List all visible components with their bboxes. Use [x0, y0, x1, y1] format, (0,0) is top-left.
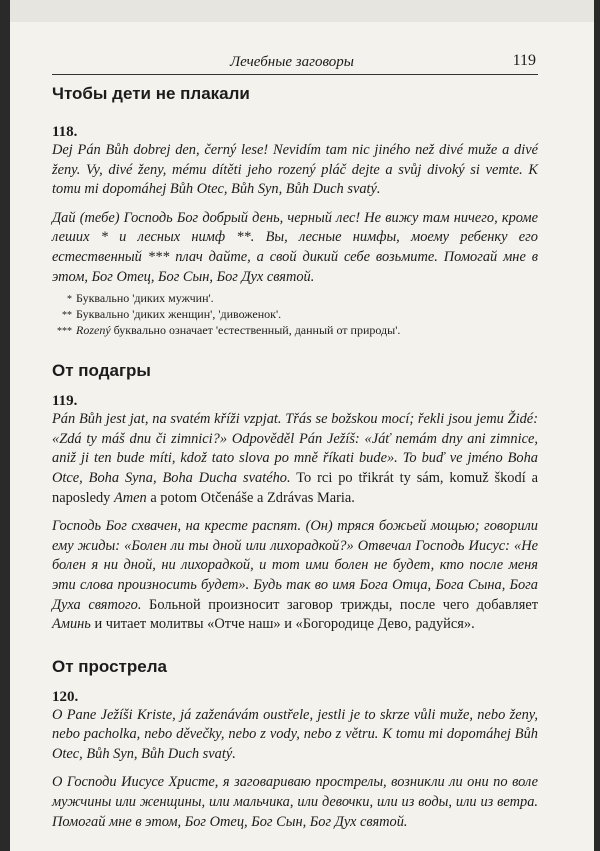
page-number: 119 — [512, 52, 536, 69]
charm-number: 119. — [52, 393, 78, 410]
russian-text: О Господи Иисусе Христе, я заговариваю прострелы, возникли ли они по воле мужчины или женщины, или мальчика, или девочки, или из воды, или из ветра. Помогай мне в этом, Бог Отец, Бог Сын, Бог Дух святой. — [52, 774, 538, 830]
section-title: Чтобы дети не плакали — [52, 84, 250, 103]
footnote: ** Буквально 'диких женщин', 'дивоженок'. — [62, 307, 282, 322]
section-title: От прострела — [52, 656, 167, 676]
czech-text: Pán Bůh jest jat, na svatém kříži vzpjat. Třás se božskou mocí; řekli jsou jemu Židé: «Zdá ty máš dnu či zimnici?» Odpověděl Pán Ježíš: «Jáť nemám dny ani zimnice, aniž ji ten bude míti, kdož tato slova po mně říkati bude». To buď ve jméno Boha Otce, Boha Syna, Boha Ducha svatého. To rci po třikrát ty sám, komuž škodí a naposledy Amen a potom Otčenáše a Zdrávas Maria. — [52, 411, 538, 506]
page-header — [52, 50, 538, 75]
czech-text: Dej Pán Bůh dobrej den, černý lese! Nevidím tam nic jiného než divé muže a divé ženy. Vy, divé ženy, mému dítěti jeho rozený pláč dejte a svůj divoký si vemte. K tomu mi dopomáhej Bůh Otec, Bůh Syn, Bůh Duch svatý. — [52, 142, 538, 198]
charm-number: 118. — [52, 124, 78, 140]
charm-number: 120. — [52, 688, 79, 705]
running-title: Лечебные заговоры — [230, 54, 354, 70]
footnote: *** Rozený буквально означает 'естественный, данный от природы'. — [57, 323, 401, 338]
russian-text: Дай (тебе) Господь Бог добрый день, черный лес! Не вижу там ничего, кроме леших * и лесных нимф **. Вы, лесные нимфы, моему ребенку его естественный *** плач дайте, а свой дикий себе возьмите. Помогай мне в этом, Бог Отец, Бог Сын, Бог Дух святой. — [52, 209, 538, 285]
russian-text: Господь Бог схвачен, на кресте распят. (Он) тряся божьей мощью; говорили ему жиды: «Болен ли ты дной или лихорадкой?» Отвечал Господь Иисус: «Не болен я ни дной, ни лихорадкой, и тот ими болен не будет, кто после меня эти слова произносить будет». Будь так во имя Бога Отца, Бога Сына, Бога Духа святого. Больной произносит заговор трижды, после чего добавляет Аминь и читает молитвы «Отче наш» и «Богородице Дево, радуйся». — [52, 518, 538, 633]
footnote: * Буквально 'диких мужчин'. — [67, 291, 214, 306]
section-title: От подагры — [52, 361, 151, 381]
czech-text: O Pane Ježíši Kriste, já zaženávám oustřele, jestli je to skrze vůli muže, nebo ženy, nebo pacholka, nebo děvečky, nebo z vody, nebo z větru. K tomu mi dopomáhej Bůh Otec, Bůh Syn, Bůh Duch svatý. — [52, 706, 538, 762]
footnotes — [52, 291, 538, 339]
page-content — [52, 84, 538, 832]
book-page — [10, 0, 594, 851]
scan-border — [10, 0, 594, 22]
